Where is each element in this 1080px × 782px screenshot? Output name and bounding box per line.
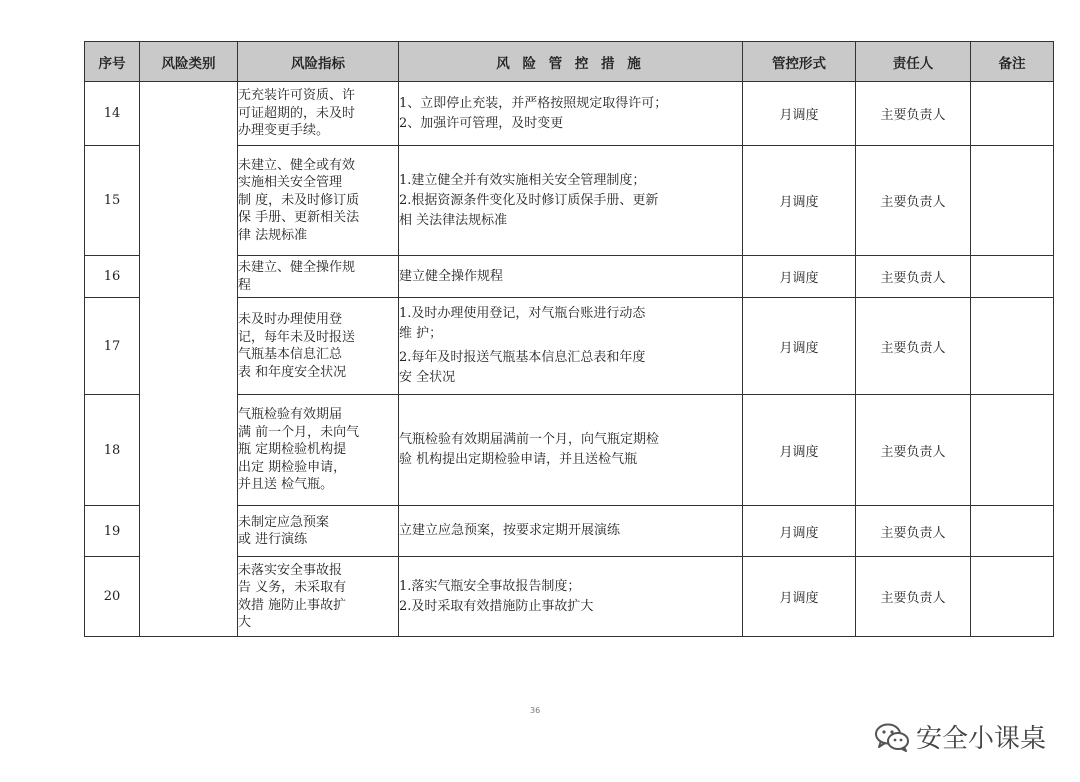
indicator-line: 效措 施防止事故扩 <box>238 597 347 613</box>
indicator-line: 瓶 定期检验机构提 <box>238 442 347 458</box>
measure-line: 相 关法律法规标准 <box>399 212 508 228</box>
risk-control-table <box>84 41 1054 637</box>
indicator-line: 大 <box>238 615 252 630</box>
indicator-line: 可证超期的，未及时 <box>238 105 356 121</box>
watermark <box>874 718 1046 755</box>
wechat-icon <box>874 722 910 752</box>
cell-num: 18 <box>85 395 140 506</box>
header-remarks: 备注 <box>971 42 1054 82</box>
cell-responsible: 主要负责人 <box>856 506 971 557</box>
cell-measures <box>399 146 743 256</box>
measure-line: 立建立应急预案，按要求定期开展演练 <box>399 523 621 538</box>
cell-remarks <box>971 395 1054 506</box>
cell-num: 14 <box>85 82 140 146</box>
indicator-line: 保 手册、更新相关法 <box>238 210 360 226</box>
cell-num: 19 <box>85 506 140 557</box>
measure-line: 2.及时采取有效措施防止事故扩大 <box>399 598 594 614</box>
cell-form: 月调度 <box>743 506 856 557</box>
measure-line: 2.每年及时报送气瓶基本信息汇总表和年度 <box>399 350 646 365</box>
header-form: 管控形式 <box>743 42 856 82</box>
cell-responsible: 主要负责人 <box>856 557 971 637</box>
cell-remarks <box>971 256 1054 298</box>
indicator-line: 气瓶基本信息汇总 <box>238 347 343 362</box>
cell-remarks <box>971 506 1054 557</box>
measure-line: 2.根据资源条件变化及时修订质保手册、更新 <box>399 192 659 208</box>
indicator-line: 未及时办理使用登 <box>238 312 343 327</box>
header-indicator: 风险指标 <box>238 42 399 82</box>
cell-form: 月调度 <box>743 557 856 637</box>
indicator-line: 或 进行演练 <box>238 532 308 547</box>
cell-num: 16 <box>85 256 140 298</box>
cell-responsible: 主要负责人 <box>856 298 971 395</box>
indicator-line: 表 和年度安全状况 <box>238 364 347 380</box>
page-number: 36 <box>530 706 541 715</box>
cell-measures <box>399 395 743 506</box>
measure-line: 1.及时办理使用登记，对气瓶台账进行动态 <box>399 306 646 321</box>
header-responsible: 责任人 <box>856 42 971 82</box>
cell-num: 15 <box>85 146 140 256</box>
indicator-line: 满 前一个月，未向气 <box>238 424 360 440</box>
cell-indicator <box>238 506 399 557</box>
cell-responsible: 主要负责人 <box>856 82 971 146</box>
cell-remarks <box>971 82 1054 146</box>
cell-measures <box>399 256 743 298</box>
indicator-line: 未制定应急预案 <box>238 514 330 530</box>
indicator-line: 无充装许可资质、许 <box>238 88 356 104</box>
indicator-line: 记，每年未及时报送 <box>238 329 356 345</box>
cell-indicator <box>238 298 399 395</box>
header-num: 序号 <box>85 42 140 82</box>
indicator-line: 办理变更手续。 <box>238 123 330 139</box>
cell-remarks <box>971 146 1054 256</box>
indicator-line: 告 义务，未采取有 <box>238 580 347 595</box>
table-row <box>85 82 1054 146</box>
cell-form: 月调度 <box>743 146 856 256</box>
cell-num: 17 <box>85 298 140 395</box>
indicator-line: 并且送 检气瓶。 <box>238 477 334 493</box>
cell-indicator <box>238 146 399 256</box>
measure-line: 维 护； <box>399 326 443 341</box>
measure-line: 验 机构提出定期检验申请，并且送检气瓶 <box>399 452 638 467</box>
cell-measures <box>399 298 743 395</box>
measure-line: 1、立即停止充装，并严格按照规定取得许可； <box>399 95 668 111</box>
indicator-line: 出定 期检验申请， <box>238 459 347 475</box>
cell-num: 20 <box>85 557 140 637</box>
cell-measures <box>399 557 743 637</box>
indicator-line: 未建立、健全操作规 <box>238 260 356 275</box>
table-header-row <box>85 42 1054 82</box>
header-category: 风险类别 <box>140 42 238 82</box>
cell-responsible: 主要负责人 <box>856 256 971 298</box>
cell-indicator <box>238 256 399 298</box>
cell-remarks <box>971 298 1054 395</box>
indicator-line: 律 法规标准 <box>238 227 308 243</box>
cell-measures <box>399 82 743 146</box>
indicator-line: 制 度，未及时修订质 <box>238 192 360 208</box>
watermark-text: 安全小课桌 <box>915 724 1046 754</box>
cell-form: 月调度 <box>743 298 856 395</box>
cell-remarks <box>971 557 1054 637</box>
cell-indicator <box>238 395 399 506</box>
measure-line: 1.建立健全并有效实施相关安全管理制度； <box>399 172 646 188</box>
cell-indicator <box>238 557 399 637</box>
cell-category-merged <box>140 82 238 637</box>
header-measures: 风 险 管 控 措 施 <box>399 42 743 82</box>
measure-line: 建立健全操作规程 <box>399 268 504 284</box>
measure-line: 气瓶检验有效期届满前一个月，向气瓶定期检 <box>399 432 660 447</box>
indicator-line: 未落实安全事故报 <box>238 562 343 578</box>
indicator-line: 未建立、健全或有效 <box>238 157 356 173</box>
measure-line: 2、加强许可管理，及时变更 <box>399 115 564 131</box>
cell-measures <box>399 506 743 557</box>
indicator-line: 气瓶检验有效期届 <box>238 407 343 423</box>
cell-indicator <box>238 82 399 146</box>
cell-form: 月调度 <box>743 395 856 506</box>
indicator-line: 程 <box>238 277 252 293</box>
cell-responsible: 主要负责人 <box>856 146 971 256</box>
cell-form: 月调度 <box>743 256 856 298</box>
indicator-line: 实施相关安全管理 <box>238 175 343 191</box>
cell-responsible: 主要负责人 <box>856 395 971 506</box>
measure-line: 安 全状况 <box>399 370 456 385</box>
measure-line: 1.落实气瓶安全事故报告制度； <box>399 578 581 594</box>
cell-form: 月调度 <box>743 82 856 146</box>
